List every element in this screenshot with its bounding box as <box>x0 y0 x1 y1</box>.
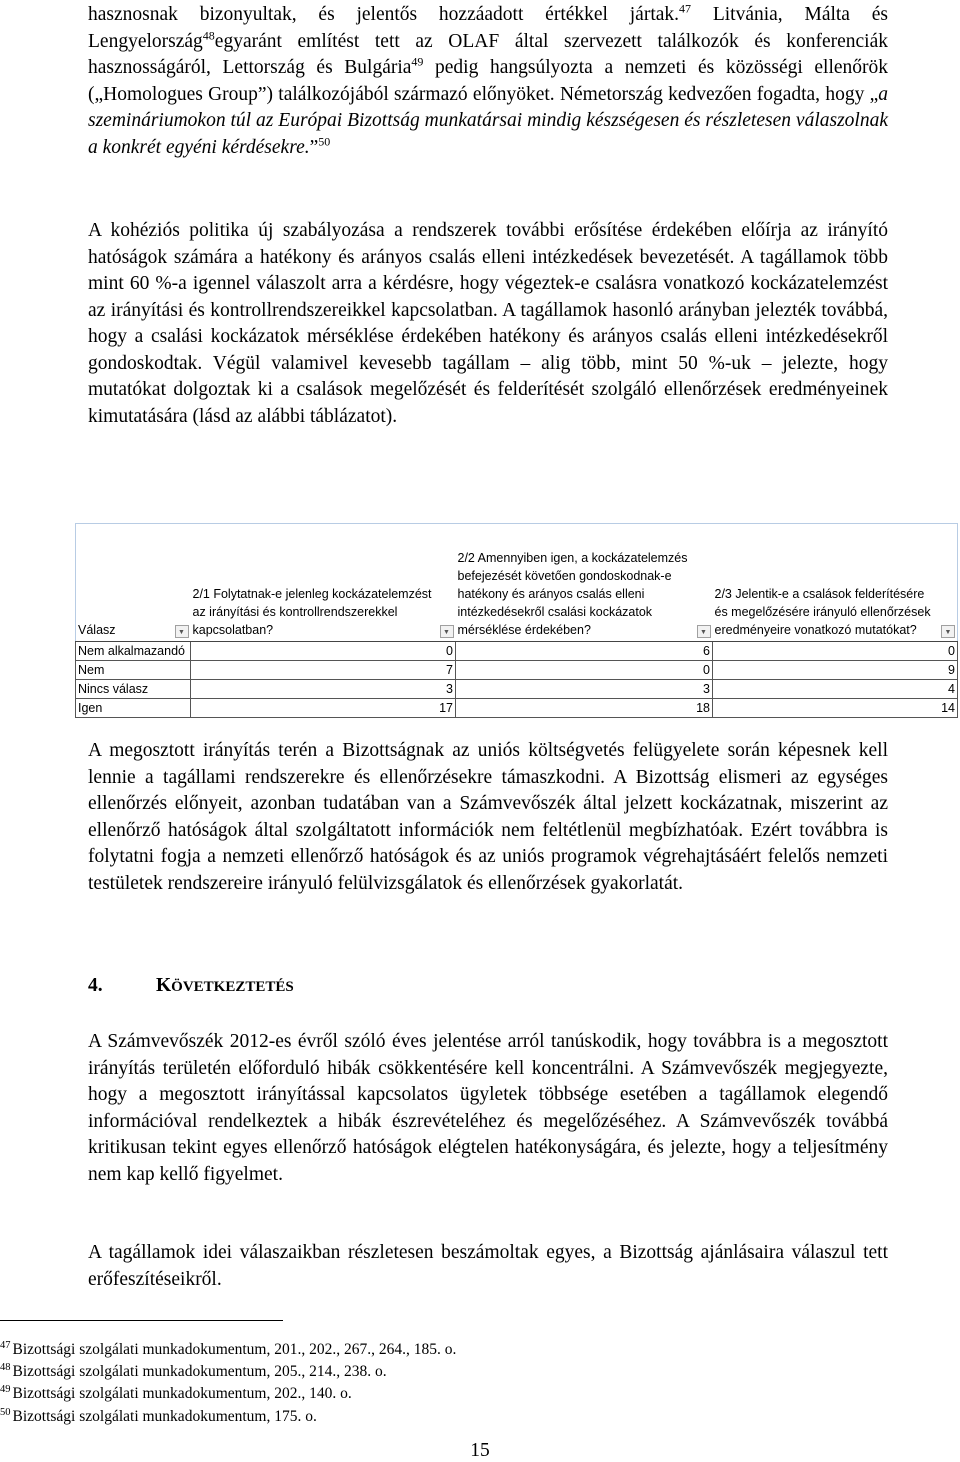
filter-dropdown-icon[interactable]: ▼ <box>941 625 955 638</box>
footnote-47: $^{47}$ Bizottsági szolgálati munkadokumentum, 201., 202., 267., 264., 185. o. <box>0 1340 457 1358</box>
footnote-50: $^{50}$ Bizottsági szolgálati munkadokumentum, 175. o. <box>0 1407 317 1425</box>
survey-results-table <box>75 523 958 718</box>
cell-value: 14 <box>713 699 958 718</box>
row-label: Igen <box>76 699 191 718</box>
filter-dropdown-icon[interactable]: ▼ <box>697 625 711 638</box>
cell-value: 18 <box>456 699 713 718</box>
footnote-49: $^{49}$ Bizottsági szolgálati munkadokumentum, 202., 140. o. <box>0 1384 352 1402</box>
paragraph-conclusion: A Számvevőszék 2012-es évről szóló éves jelentése arról tanúskodik, hogy továbbra is a megosztott irányítás területén előforduló hibák csökkentésére kell koncentrálni. A Számvevőszék megjegyezte, hogy a megosztott irányítással kapcsolatos ügyletek többsége esetében a tagállamok elegendő információval rendelkeztek a hibák észrevételéhez és megelőzéséhez. A Számvevőszék továbbá kritikusan tekint egyes ellenőrző hatóságok elégtelen hatékonyságára, és jelezte, hogy a teljesítmény nem kap kellő figyelmet. <box>88 1031 888 1185</box>
header-q2-3: 2/3 Jelentik-e a csalások felderítésére és megelőzésére irányuló ellenőrzések eredményeire vonatkozó mutatókat? ▼ <box>713 524 958 642</box>
germany-quote: a szemináriumokon túl az Európai Bizottság munkatársai mindig készségesen és részletesen válaszolnak a konkrét egyéni kérdésekre. <box>88 83 888 158</box>
row-label: Nem <box>76 661 191 680</box>
table-row <box>76 661 958 680</box>
footnote-ref-49: 49 <box>411 54 424 69</box>
table-row <box>76 642 958 661</box>
footnote-ref-50: 50 <box>318 134 331 148</box>
cell-value: 0 <box>191 642 456 661</box>
cell-value: 9 <box>713 661 958 680</box>
cell-value: 0 <box>713 642 958 661</box>
cell-value: 6 <box>456 642 713 661</box>
header-q2-2: 2/2 Amennyiben igen, a kockázatelemzés befejezését követően gondoskodnak-e hatékony és arányos csalás elleni intézkedésekről csalási kockázatok mérséklése érdekében? ▼ <box>456 524 713 642</box>
cell-value: 7 <box>191 661 456 680</box>
table-header-row <box>76 524 958 642</box>
table-row <box>76 699 958 718</box>
row-label: Nem alkalmazandó <box>76 642 191 661</box>
row-label: Nincs válasz <box>76 680 191 699</box>
section-title: KÖVETKEZTETÉS <box>156 975 294 996</box>
filter-dropdown-icon[interactable]: ▼ <box>440 625 454 638</box>
table-row <box>76 680 958 699</box>
footnote-ref-47: 47 <box>679 1 692 16</box>
header-q2-1: 2/1 Folytatnak-e jelenleg kockázatelemzést az irányítási és kontrollrendszerekkel kapcsolatban? ▼ <box>191 524 456 642</box>
paragraph-member-states: A tagállamok idei válaszaikban részletesen beszámoltak egyes, a Bizottság ajánlásaira válaszul tett erőfeszítéseikről. <box>88 1242 888 1290</box>
cell-value: 0 <box>456 661 713 680</box>
cell-value: 4 <box>713 680 958 699</box>
cell-value: 17 <box>191 699 456 718</box>
paragraph-shared-management: A megosztott irányítás terén a Bizottságnak az uniós költségvetés felügyelete során képesnek kell lennie a tagállami rendszerekre és ellenőrzésekre támaszkodni. A Bizottság elismeri az egységes ellenőrzés előnyeit, azonban tudatában van a Számvevőszék által jelzett kockázatnak, miszerint az ellenőrző hatóságok által szolgáltatott információk nem feltétlenül megbízhatóak. Ezért továbbra is folytatni fogja a nemzeti ellenőrző hatóságok és az uniós programok végrehajtásáért felelős nemzeti testületek rendszereire irányuló felülvizsgálatok és ellenőrzések gyakorlatát. <box>88 740 888 894</box>
section-number: 4. <box>88 975 103 996</box>
cell-value: 3 <box>456 680 713 699</box>
header-answer: Válasz ▼ <box>76 524 191 642</box>
paragraph-cohesion-policy: A kohéziós politika új szabályozása a rendszerek további erősítése érdekében előírja az irányító hatóságok számára a hatékony és arányos csalás elleni intézkedések bevezetését. A tagállamok több mint 60 %-a igennel válaszolt arra a kérdésre, hogy végeztek-e csalásra vonatkozó kockázatelemzést az irányítási és kontrollrendszereikkel kapcsolatban. A tagállamok hasonló arányban jelezték továbbá, hogy a csalási kockázatok mérséklése érdekében hatékony és arányos csalás elleni intézkedésekről gondoskodtak. Végül valamivel kevesebb tagállam – alig több, mint 50 %-uk – jelezte, hogy mutatókat dolgoztak ki a csalások megelőzését és felderítését szolgáló ellenőrzések eredményeinek kimutatására (lásd az alábbi táblázatot). <box>88 220 888 427</box>
footnote-48: $^{48}$ Bizottsági szolgálati munkadokumentum, 205., 214., 238. o. <box>0 1362 387 1380</box>
filter-dropdown-icon[interactable]: ▼ <box>175 625 189 638</box>
page-number: 15 <box>470 1440 490 1461</box>
footnote-ref-48: 48 <box>202 28 215 42</box>
paragraph-olaf-meetings: hasznosnak bizonyultak, és jelentős hozzáadott értékkel jártak.$^{47}$ Litvánia, Málta és Lengyelország$^{48}$egyaránt említést tett az OLAF által szervezett találkozók és konferenciák hasznosságáról, Lettország és Bulgária$^{49}$ pedig hangsúlyozta a nemzeti és közösségi ellenőrök („Homologues Group”) találkozójából származó előnyöket. Németország kedvezően fogadta, hogy „a szemináriumokon túl az Európai Bizottság munkatársai mindig készségesen és részletesen válaszolnak a konkrét egyéni kérdésekre.”$^{50}$ <box>88 1 889 158</box>
footnote-separator <box>0 1320 283 1321</box>
cell-value: 3 <box>191 680 456 699</box>
